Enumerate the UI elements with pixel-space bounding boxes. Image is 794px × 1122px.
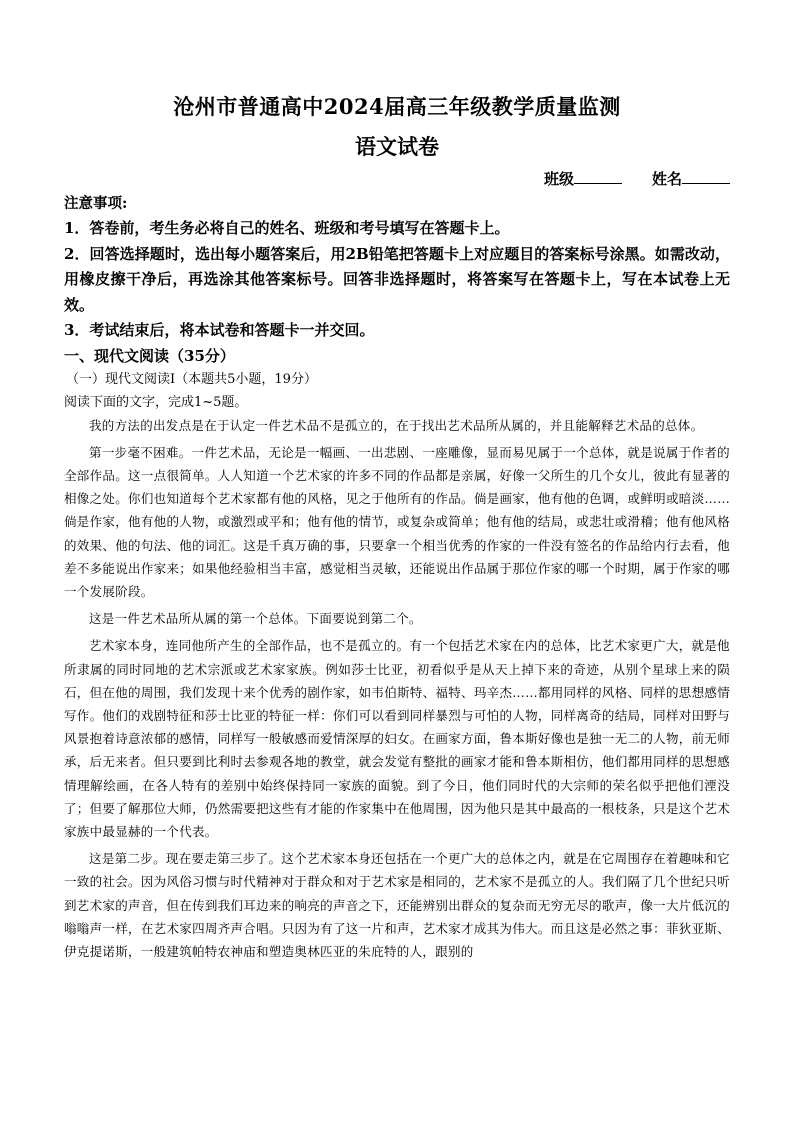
exam-page bbox=[64, 92, 730, 967]
reading-section bbox=[64, 344, 730, 964]
passage-paragraph: 艺术家本身，连同他所产生的全部作品，也不是孤立的。有一个包括艺术家在内的总体，比艺术家更广大，就是他所隶属的同时同地的艺术宗派或艺术家家族。例如莎士比亚，初看似乎是从天上掉下来的奇迹，从别个星球上来的陨石，但在他的周围，我们发现十来个优秀的剧作家，如韦伯斯特、福特、玛辛杰……都用同样的风格、同样的思想感情写作。他们的戏剧特征和莎士比亚的特征一样：你们可以看到同样暴烈与可怕的人物，同样离奇的结局，同样对田野与风景抱着诗意浓郁的感情，同样写一般敏感而爱情深厚的妇女。在画家方面，鲁本斯好像也是独一无二的人物，前无师承，后无来者。但只要到比利时去参观各地的教堂，就会发觉有整批的画家才能和鲁本斯相仿，他们都用同样的思想感情理解绘画，在各人特有的差别中始终保持同一家族的面貌。到了今日，他们同时代的大宗师的荣名似乎把他们湮没了；但要了解那位大师，仍然需要把这些有才能的作家集中在他周围，因为他只是其中最高的一根枝条，只是这个艺术家族中最显赫的一个代表。 bbox=[64, 638, 730, 839]
reading-instruction: 阅读下面的文字，完成1~5题。 bbox=[64, 394, 248, 410]
passage-paragraph: 我的方法的出发点是在于认定一件艺术品不是孤立的，在于找出艺术品所从属的，并且能解释艺术品的总体。 bbox=[89, 417, 704, 433]
notice-heading: 注意事项: bbox=[64, 195, 128, 212]
passage-paragraph: 第一步毫不困难。一件艺术品，无论是一幅画、一出悲剧、一座雕像，显而易见属于一个总体，就是说属于作者的全部作品。这一点很简单。人人知道一个艺术家的许多不同的作品都是亲属，好像一父所生的几个女儿，彼此有显著的相像之处。你们也知道每个艺术家都有他的风格，见之于他所有的作品。倘是画家，他有他的色调，或鲜明或暗淡……倘是作家，他有他的人物，或激烈或平和；他有他的情节，或复杂或简单；他有他的结局，或悲壮或滑稽；他有他风格的效果、他的句法、他的词汇。这是千真万确的事，只要拿一个相当优秀的作家的一件没有签名的作品给内行去看，他差不多能说出作家来；如果他经验相当丰富，感觉相当灵敏，还能说出作品属于那位作家的哪一个时期，属于作家的哪一个发展阶段。 bbox=[64, 444, 730, 599]
notice-block bbox=[64, 192, 730, 344]
section-heading: 一、现代文阅读（35分） bbox=[64, 346, 235, 365]
passage-paragraph: 这是一件艺术品所从属的第一个总体。下面要说到第二个。 bbox=[89, 611, 422, 627]
notice-item: 2．回答选择题时，选出每小题答案后，用2B铅笔把答题卡上对应题目的答案标号涂黑。如需改动，用橡皮擦干净后，再选涂其他答案标号。回答非选择题时，将答案写在答题卡上，写在本试卷上无效。 bbox=[64, 244, 730, 314]
class-blank bbox=[574, 169, 622, 184]
notice-item: 1．答卷前，考生务必将自己的姓名、班级和考号填写在答题卡上。 bbox=[64, 219, 510, 237]
exam-title: 沧州市普通高中2024届高三年级教学质量监测 bbox=[173, 94, 621, 119]
notice-item: 3．考试结束后，将本试卷和答题卡一并交回。 bbox=[64, 321, 375, 339]
name-blank bbox=[682, 169, 730, 184]
class-label: 班级 bbox=[543, 170, 574, 188]
class-field bbox=[544, 168, 622, 190]
name-label: 姓名 bbox=[651, 170, 682, 188]
exam-subtitle: 语文试卷 bbox=[355, 134, 439, 159]
section-subheading: （一）现代文阅读Ⅰ（本题共5小题，19分） bbox=[66, 371, 317, 387]
passage-paragraph: 这是第二步。现在要走第三步了。这个艺术家本身还包括在一个更广大的总体之内，就是在它周围存在着趣味和它一致的社会。因为风俗习惯与时代精神对于群众和对于艺术家是相同的，艺术家不是孤立的人。我们隔了几个世纪只听到艺术家的声音，但在传到我们耳边来的响亮的声音之下，还能辨别出群众的复杂而无穷无尽的歌声，像一大片低沉的嗡嗡声一样，在艺术家四周齐声合唱。只因为有了这一片和声，艺术家才成其为伟大。而且这是必然之事：菲狄亚斯、伊克提诺斯，一般建筑帕特农神庙和塑造奥林匹亚的朱庇特的人，跟别的 bbox=[64, 851, 730, 959]
name-field bbox=[652, 168, 730, 190]
student-info bbox=[64, 168, 730, 190]
